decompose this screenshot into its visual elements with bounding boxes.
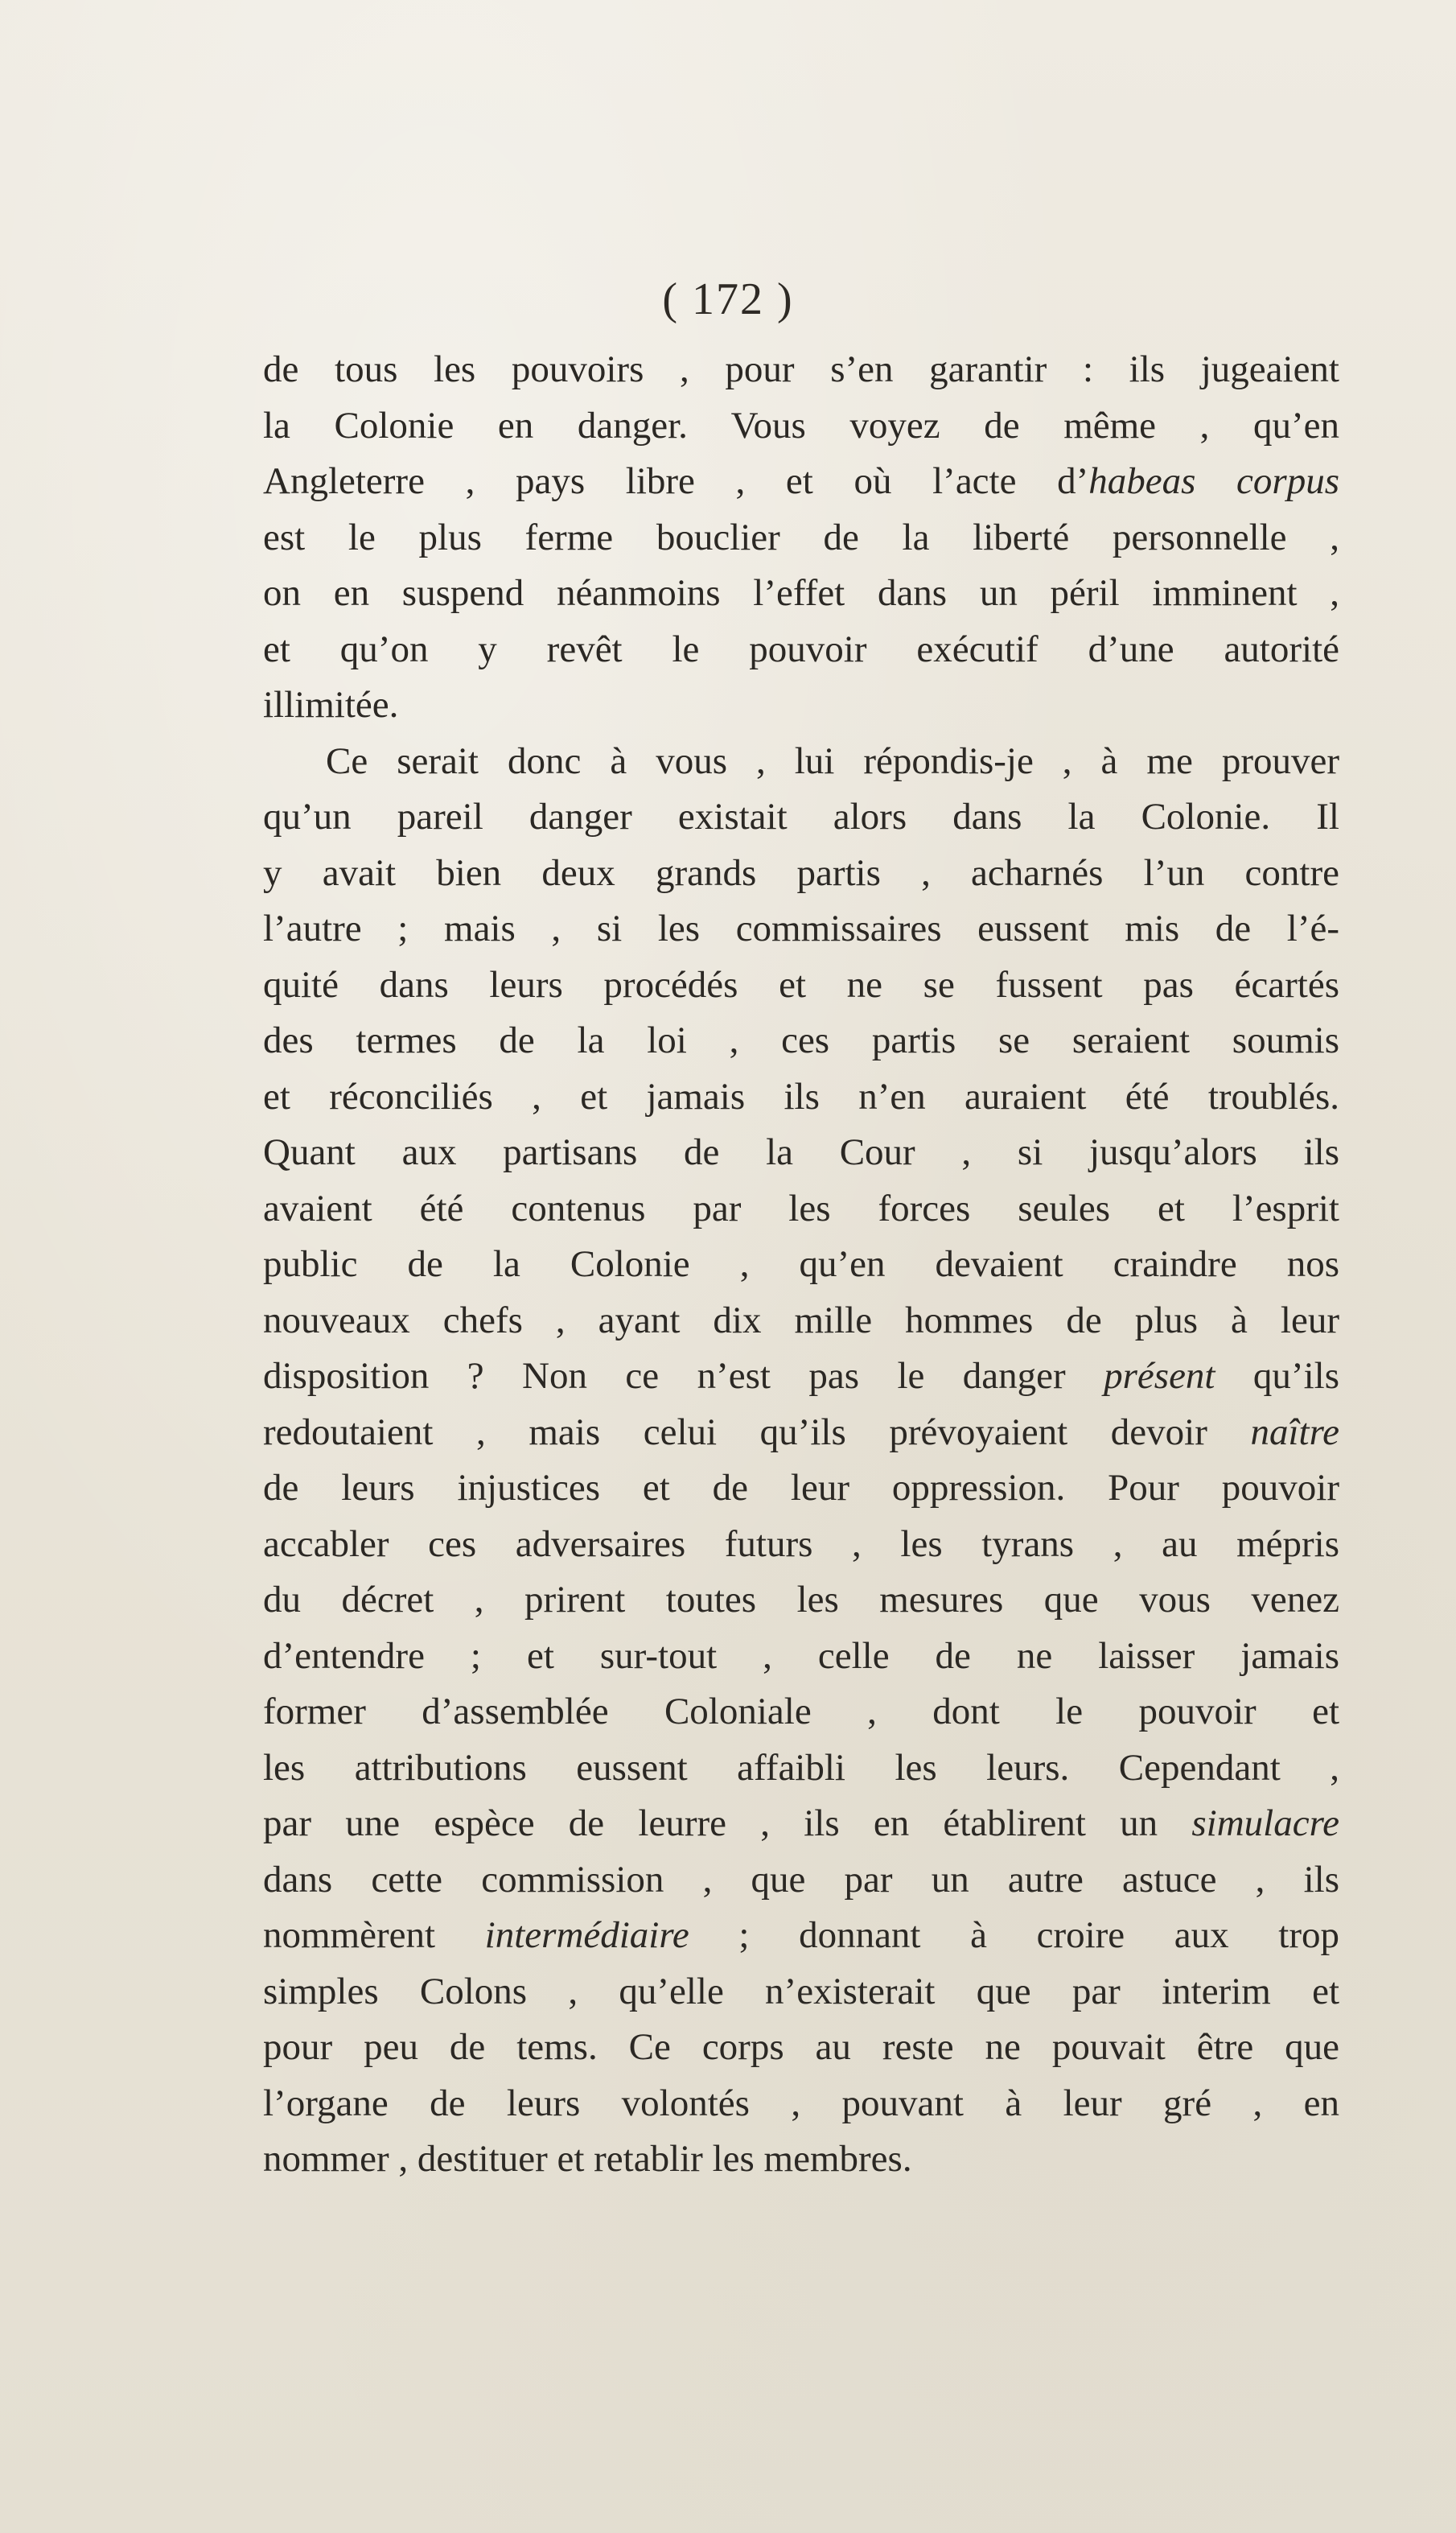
text-line: des termes de la loi , ces partis se seraient soumis — [263, 1019, 1339, 1061]
text-run: ; donnant à croire aux trop — [689, 1914, 1339, 1956]
text-run: disposition ? Non ce n’est pas le danger — [263, 1355, 1104, 1397]
text-line: accabler ces adversaires futurs , les tyrans , au mépris — [263, 1522, 1339, 1565]
text-line — [263, 1349, 1339, 1405]
italic-term: simulacre — [1191, 1802, 1339, 1844]
text-line: y avait bien deux grands partis , acharnés l’un contre — [263, 851, 1339, 894]
text-run: qu’ils — [1215, 1355, 1339, 1397]
text-line: illimitée. — [263, 684, 399, 726]
text-line: de leurs injustices et de leur oppression. Pour pouvoir — [263, 1467, 1339, 1509]
text-line: on en suspend néanmoins l’effet dans un péril imminent , — [263, 572, 1339, 614]
text-line — [263, 454, 1339, 510]
italic-term: naître — [1250, 1411, 1339, 1453]
text-line: d’entendre ; et sur-tout , celle de ne laisser jamais — [263, 1634, 1339, 1677]
text-run: redoutaient , mais celui qu’ils prévoyaient devoir — [263, 1411, 1251, 1453]
text-run: nommèrent — [263, 1914, 485, 1956]
text-line: nouveaux chefs , ayant dix mille hommes de plus à leur — [263, 1299, 1339, 1341]
text-line: l’autre ; mais , si les commissaires eussent mis de l’é- — [263, 908, 1339, 949]
text-line: Ce serait donc à vous , lui répondis-je , à me prouver — [326, 739, 1339, 782]
text-run: Angleterre , pays libre , et où l’acte d’ — [263, 460, 1089, 502]
text-line: et qu’on y revêt le pouvoir exécutif d’une autorité — [263, 628, 1339, 670]
text-line: Quant aux partisans de la Cour , si jusqu’alors ils — [263, 1131, 1339, 1173]
text-line: qu’un pareil danger existait alors dans la Colonie. Il — [263, 796, 1339, 838]
text-line — [263, 1908, 1339, 1964]
italic-term: habeas corpus — [1088, 460, 1339, 502]
text-line — [263, 1796, 1339, 1852]
text-line: dans cette commission , que par un autre astuce , ils — [263, 1858, 1339, 1901]
text-line: et réconciliés , et jamais ils n’en auraient été troublés. — [263, 1075, 1339, 1118]
text-line: les attributions eussent affaibli les leurs. Cependant , — [263, 1746, 1339, 1789]
text-line: du décret , prirent toutes les mesures que vous venez — [263, 1579, 1339, 1621]
text-run: par une espèce de leurre , ils en établirent un — [263, 1802, 1192, 1844]
text-line: la Colonie en danger. Vous voyez de même , qu’en — [263, 404, 1339, 447]
text-line: nommer , destituer et retablir les membres. — [263, 2138, 912, 2180]
text-line: pour peu de tems. Ce corps au reste ne pouvait être que — [263, 2026, 1339, 2068]
italic-term: présent — [1104, 1355, 1215, 1397]
text-line: quité dans leurs procédés et ne se fussent pas écartés — [263, 963, 1339, 1006]
text-line: de tous les pouvoirs , pour s’en garantir : ils jugeaient — [263, 348, 1339, 390]
text-line: avaient été contenus par les forces seules et l’esprit — [263, 1187, 1339, 1229]
text-line: public de la Colonie , qu’en devaient craindre nos — [263, 1243, 1339, 1285]
page-number: ( 172 ) — [662, 274, 794, 324]
italic-term: intermédiaire — [484, 1914, 689, 1956]
body-text — [263, 342, 1339, 2188]
text-line: l’organe de leurs volontés , pouvant à leur gré , en — [263, 2082, 1339, 2124]
text-line: est le plus ferme bouclier de la liberté personnelle , — [263, 516, 1339, 558]
text-line: simples Colons , qu’elle n’existerait que par interim et — [263, 1970, 1339, 2012]
text-line: former d’assemblée Coloniale , dont le pouvoir et — [263, 1691, 1339, 1732]
text-line — [263, 1405, 1339, 1461]
